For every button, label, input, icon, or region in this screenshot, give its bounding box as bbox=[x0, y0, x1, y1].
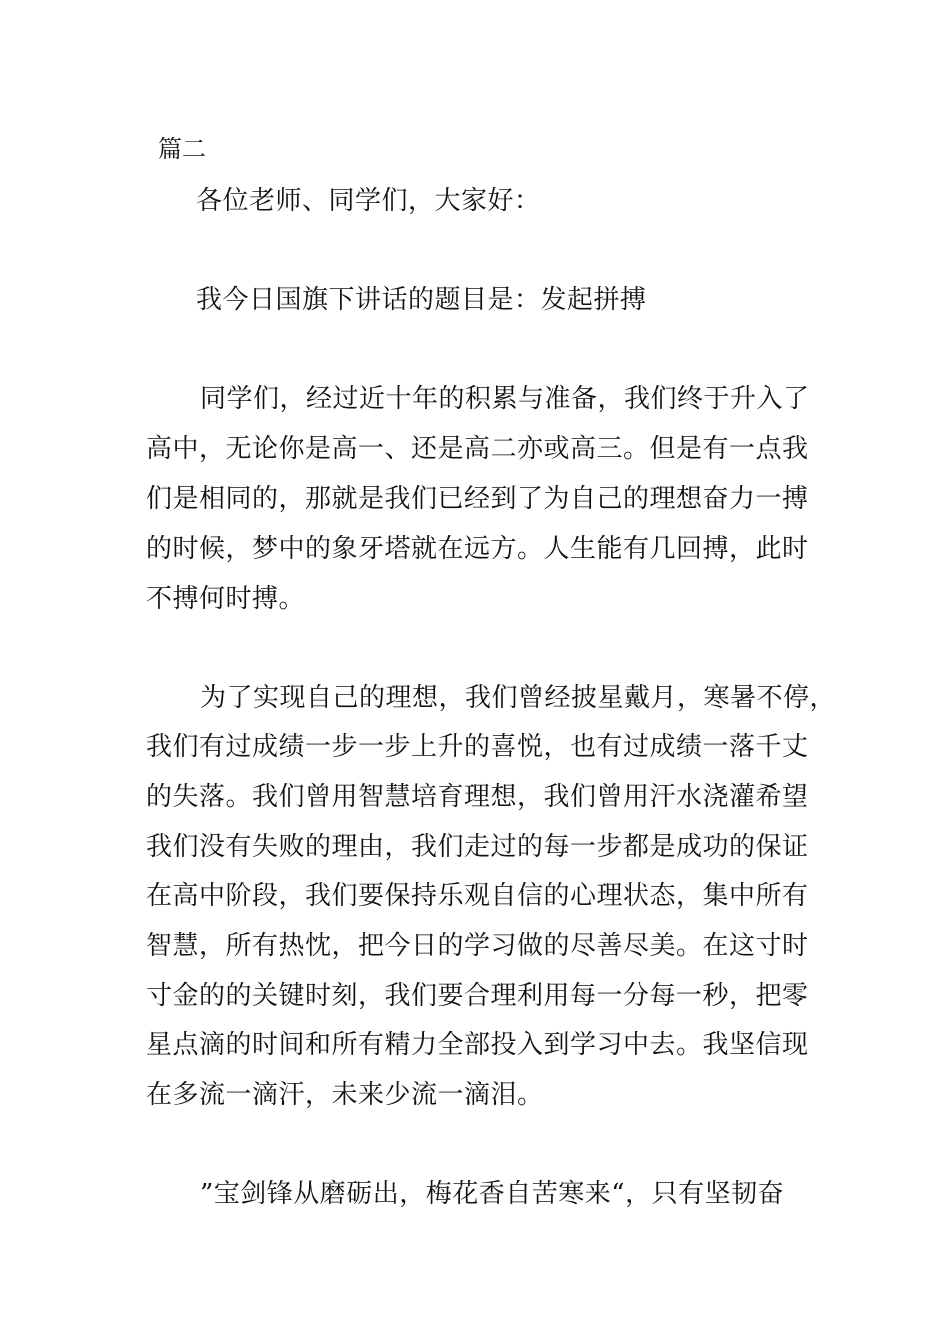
paragraph-3-line-1: ”宝剑锋从磨砺出，梅花香自苦寒来“，只有坚韧奋 bbox=[200, 1179, 785, 1209]
paragraph-2-line-5: 在高中阶段，我们要保持乐观自信的心理状态，集中所有 bbox=[146, 881, 809, 911]
greeting-line: 各位老师、同学们，大家好： bbox=[196, 186, 541, 216]
paragraph-1-line-4: 的时候，梦中的象牙塔就在远方。人生能有几回搏，此时 bbox=[146, 534, 809, 564]
paragraph-1-line-3: 们是相同的，那就是我们已经到了为自己的理想奋力一搏 bbox=[146, 484, 809, 514]
topic-line: 我今日国旗下讲话的题目是：发起拼搏 bbox=[196, 285, 647, 315]
section-heading: 篇二 bbox=[158, 135, 206, 163]
paragraph-2-line-6: 智慧，所有热忱，把今日的学习做的尽善尽美。在这寸时 bbox=[146, 931, 809, 961]
paragraph-2-line-7: 寸金的的关键时刻，我们要合理利用每一分每一秒，把零 bbox=[146, 981, 809, 1011]
paragraph-2-line-1: 为了实现自己的理想，我们曾经披星戴月，寒暑不停， bbox=[200, 683, 837, 713]
paragraph-2-line-4: 我们没有失败的理由，我们走过的每一步都是成功的保证 bbox=[146, 832, 809, 862]
paragraph-1-line-5: 不搏何时搏。 bbox=[146, 584, 306, 614]
paragraph-2-line-8: 星点滴的时间和所有精力全部投入到学习中去。我坚信现 bbox=[146, 1030, 809, 1060]
paragraph-1-line-1: 同学们，经过近十年的积累与准备，我们终于升入了 bbox=[200, 384, 810, 414]
paragraph-2-line-9: 在多流一滴汗，未来少流一滴泪。 bbox=[146, 1080, 544, 1110]
paragraph-2-line-3: 的失落。我们曾用智慧培育理想，我们曾用汗水浇灌希望 bbox=[146, 782, 809, 812]
paragraph-2-line-2: 我们有过成绩一步一步上升的喜悦，也有过成绩一落千丈 bbox=[146, 732, 809, 762]
paragraph-1-line-2: 高中，无论你是高一、还是高二亦或高三。但是有一点我 bbox=[146, 434, 809, 464]
